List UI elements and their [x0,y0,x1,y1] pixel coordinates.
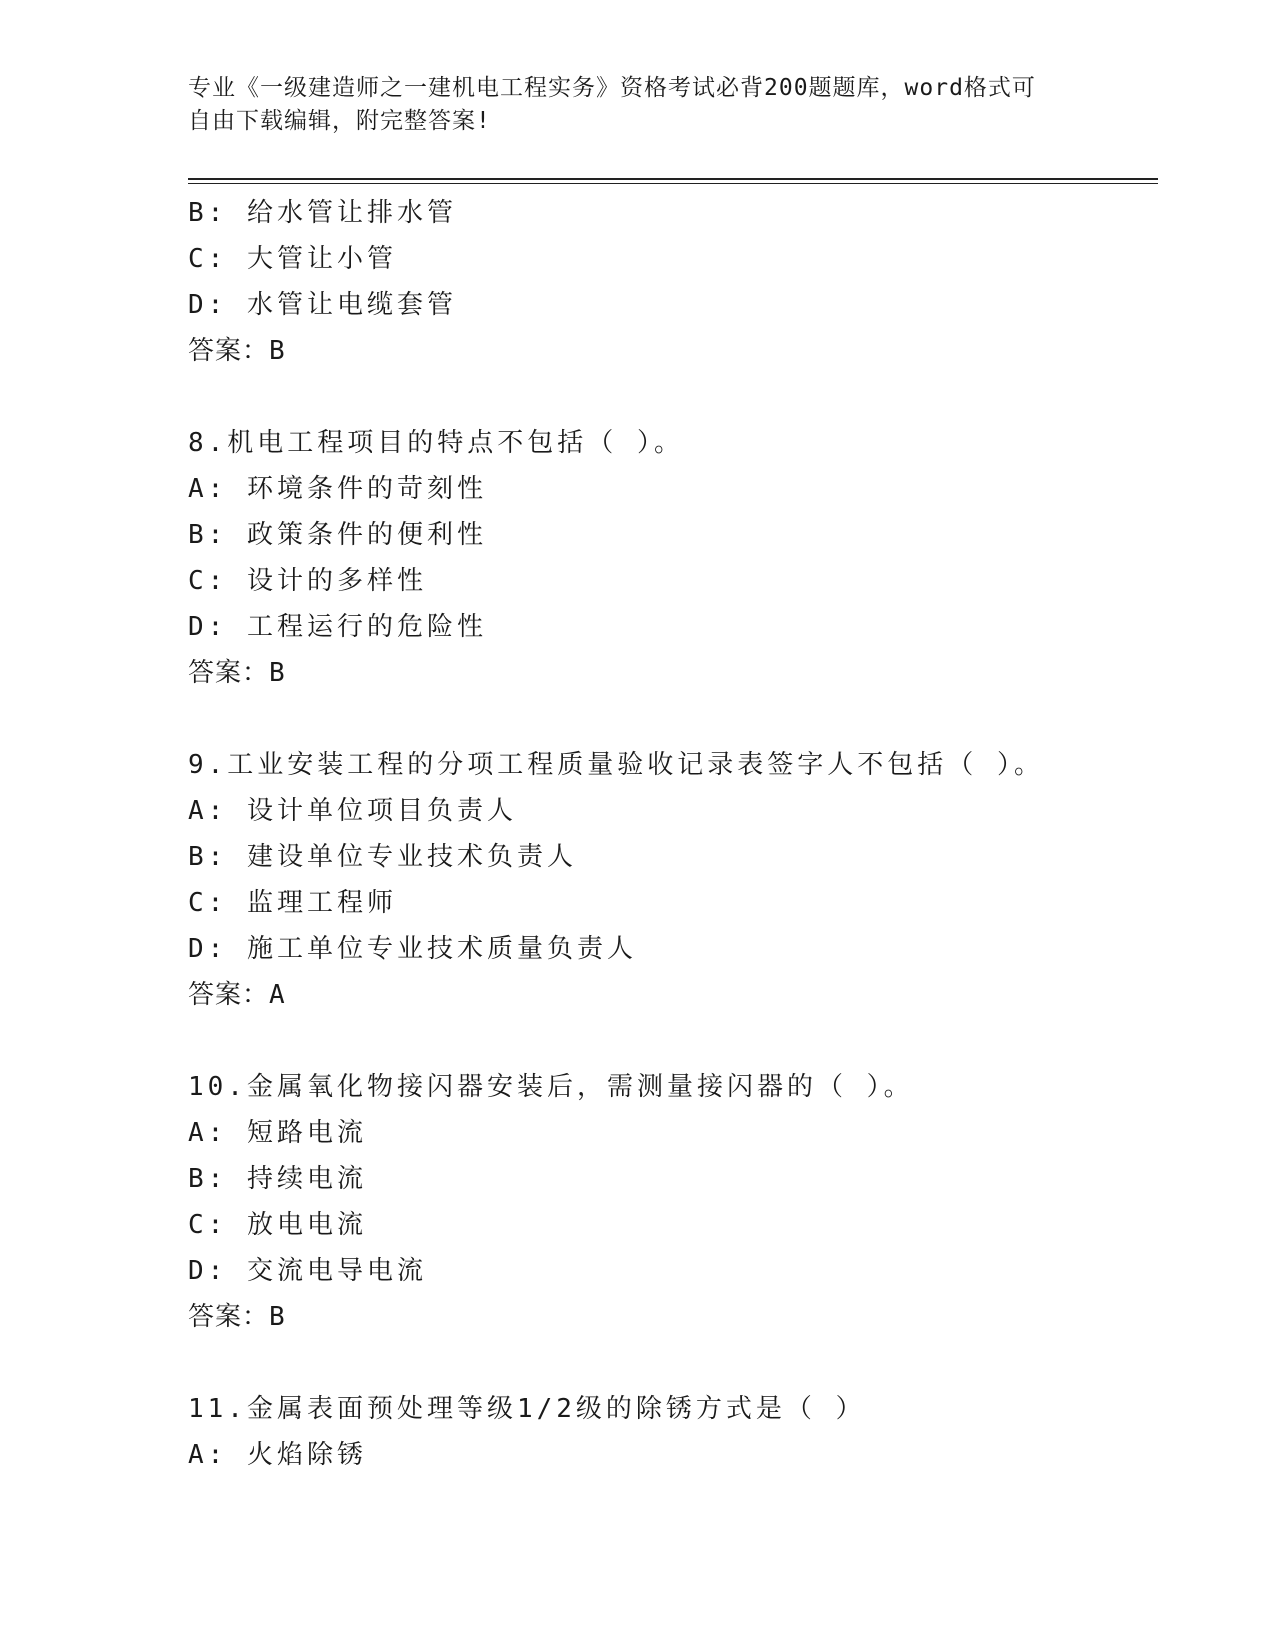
option-a: A: 环境条件的苛刻性 [188,474,487,504]
answer: 答案：B [188,658,286,688]
question-9 [188,742,1188,1018]
header-line-2: 自由下载编辑，附完整答案! [188,108,491,134]
option-c: C: 设计的多样性 [188,566,427,596]
option-b: B: 建设单位专业技术负责人 [188,842,577,872]
question-10 [188,1064,1188,1340]
option-d: D: 工程运行的危险性 [188,612,487,642]
option-a: A: 火焰除锈 [188,1440,367,1470]
question-7-continued [188,190,1188,374]
option-c: C: 放电电流 [188,1210,367,1240]
option-d: D: 交流电导电流 [188,1256,427,1286]
option-b: B: 持续电流 [188,1164,367,1194]
question-list [188,190,1188,1478]
question-stem: 10.金属氧化物接闪器安装后，需测量接闪器的（ ）。 [188,1072,914,1102]
question-stem: 9.工业安装工程的分项工程质量验收记录表签字人不包括（ ）。 [188,750,1044,780]
answer: 答案：A [188,980,286,1010]
option-d: D: 水管让电缆套管 [188,290,457,320]
option-b: B: 给水管让排水管 [188,198,457,228]
option-b: B: 政策条件的便利性 [188,520,487,550]
question-stem: 8.机电工程项目的特点不包括（ ）。 [188,428,684,458]
option-c: C: 监理工程师 [188,888,397,918]
question-11 [188,1386,1188,1478]
answer: 答案：B [188,336,286,366]
document-header [188,72,1088,138]
header-line-1: 专业《一级建造师之一建机电工程实务》资格考试必背200题题库，word格式可 [188,75,1036,101]
header-rule-thin [188,183,1158,184]
question-8 [188,420,1188,696]
option-c: C: 大管让小管 [188,244,397,274]
answer: 答案：B [188,1302,286,1332]
option-d: D: 施工单位专业技术质量负责人 [188,934,637,964]
header-rule-thick [188,178,1158,180]
question-stem: 11.金属表面预处理等级1/2级的除锈方式是（ ） [188,1394,866,1424]
option-a: A: 短路电流 [188,1118,367,1148]
option-a: A: 设计单位项目负责人 [188,796,517,826]
